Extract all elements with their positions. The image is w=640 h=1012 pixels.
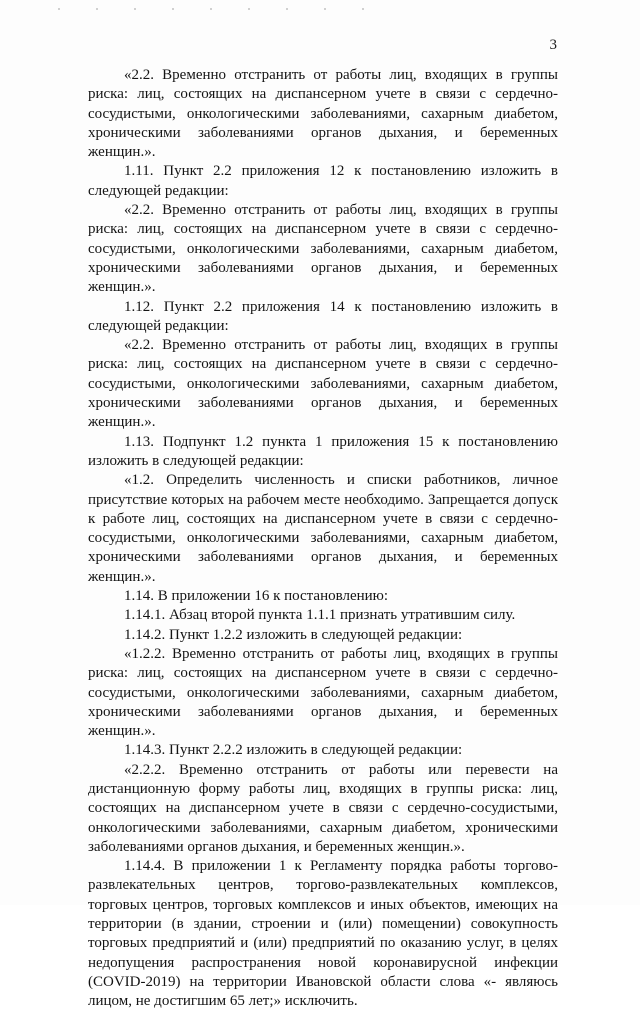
paragraph: «2.2. Временно отстранить от работы лиц, входящих в группы риска: лиц, состоящих на диспансерном учете в связи с сердечно-сосудистыми, онкологическими заболеваниями, сахарным диабетом, хроническими заболеваниями органов дыхания, и беременных женщин.».	[88, 202, 558, 296]
paragraph: 1.14.2. Пункт 1.2.2 изложить в следующей редакции:	[124, 626, 463, 643]
paragraph: 1.12. Пункт 2.2 приложения 14 к постановлению изложить в следующей редакции:	[88, 298, 558, 334]
paragraph: 1.14. В приложении 16 к постановлению:	[124, 588, 389, 605]
paragraph: «1.2. Определить численность и списки работников, личное присутствие которых на рабочем месте необходимо. Запрещается допуск к работе лиц, состоящих на диспансерном учете в связи с сердечно-сосудистыми, онкологическими заболеваниями, сахарным диабетом, хроническими заболеваниями органов дыхания, и беременных женщин.».	[88, 472, 558, 585]
paragraph: «2.2.2. Временно отстранить от работы или перевести на дистанционную форму работы лиц, входящих в группы риска: лиц, состоящих на диспансерном учете в связи с сердечно-сосудистыми, онкологическими заболеваниями, сахарным диабетом, хроническими заболеваниями органов дыхания, и беременных женщин.».	[88, 761, 558, 855]
paragraph: 1.11. Пункт 2.2 приложения 12 к постановлению изложить в следующей редакции:	[88, 163, 558, 199]
paragraph: «2.2. Временно отстранить от работы лиц, входящих в группы риска: лиц, состоящих на диспансерном учете в связи с сердечно-сосудистыми, онкологическими заболеваниями, сахарным диабетом, хроническими заболеваниями органов дыхания, и беременных женщин.».	[88, 337, 558, 431]
page-number: 3	[549, 37, 557, 53]
scan-artifacts	[40, 6, 400, 12]
document-body	[88, 66, 558, 1012]
paragraph: «2.2. Временно отстранить от работы лиц, входящих в группы риска: лиц, состоящих на диспансерном учете в связи с сердечно-сосудистыми, онкологическими заболеваниями, сахарным диабетом, хроническими заболеваниями органов дыхания, и беременных женщин.».	[88, 67, 558, 161]
paragraph: 1.14.1. Абзац второй пункта 1.1.1 признать утратившим силу.	[124, 607, 516, 624]
paragraph: 1.14.4. В приложении 1 к Регламенту порядка работы торгово-развлекательных центров, торгово-развлекательных комплексов, торговых центров, торговых комплексов и иных объектов, имеющих на территории (в здании, строении и (или) помещении) совокупность торговых предприятий и (или) предприятий по оказанию услуг, в целях недопущения распространения новой коронавирусной инфекции (COVID-2019) на территории Ивановской области слова «- являюсь лицом, не достигшим 65 лет;» исключить.	[88, 858, 558, 1010]
paragraph: 1.13. Подпункт 1.2 пункта 1 приложения 15 к постановлению изложить в следующей редакции:	[88, 433, 558, 469]
paragraph: 1.14.3. Пункт 2.2.2 изложить в следующей редакции:	[124, 742, 463, 759]
paragraph: «1.2.2. Временно отстранить от работы лиц, входящих в группы риска: лиц, состоящих на диспансерном учете в связи с сердечно-сосудистыми, онкологическими заболеваниями, сахарным диабетом, хроническими заболеваниями органов дыхания, и беременных женщин.».	[88, 645, 558, 740]
